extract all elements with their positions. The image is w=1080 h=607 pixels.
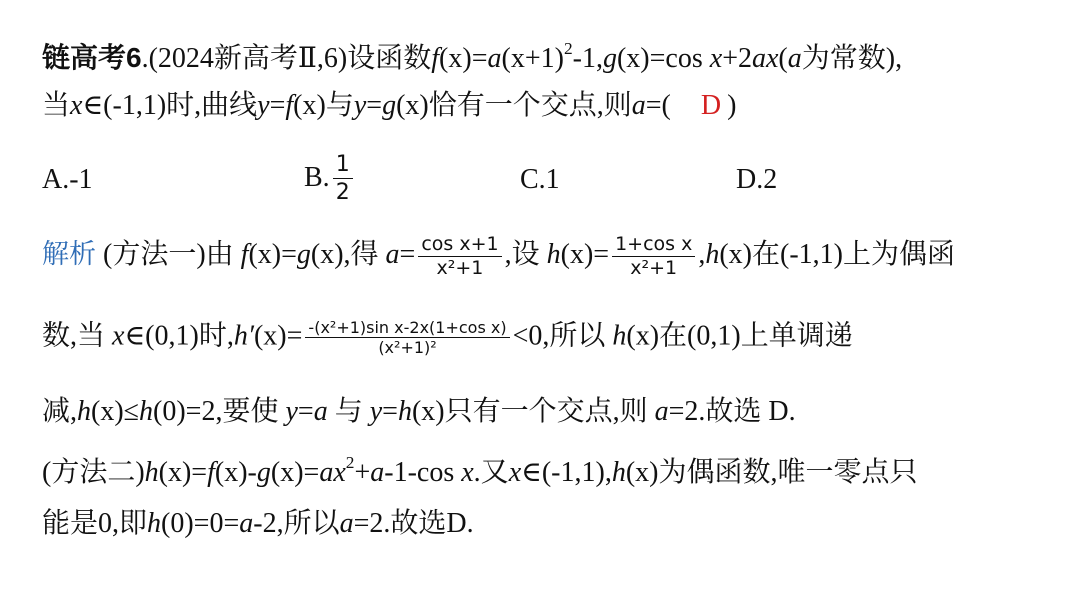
solution-line-3: 减,h(x)≤h(0)=2,要使 y=a 与 y=h(x)只有一个交点,则 a=2.故选 D. bbox=[42, 396, 796, 427]
question-label: 链高考6 bbox=[42, 42, 142, 73]
fraction-h-definition: $\frac{\text{1+cos x}}{\text{x²+1}}$ bbox=[612, 233, 695, 281]
solution-tag: 解析 bbox=[42, 239, 96, 271]
solution-line-2: 数,当 x∈(0,1)时,h′(x)= $\frac{\text{-(x²+1)sin x-2x(1+cos x)}}{\text{(x²+1)²}}$ <0,所以 h(x)在(0,1)上单调递 bbox=[42, 318, 853, 358]
solution-line-4: (方法二)$h(x)=f(x)-g(x)=ax^2+a-1-\cos$ x.又x∈(-1,1),h(x)为偶函数,唯一零点只 bbox=[42, 452, 918, 488]
options-row bbox=[42, 152, 1042, 214]
option-d: D.2 bbox=[736, 164, 778, 195]
question-line-1: 链高考6.(2024新高考Ⅱ,6)设函数$f(x)=a(x+1)^2-1,g(x)=\cos$ x+2ax(a为常数), bbox=[42, 38, 903, 74]
fraction-derivative: $\frac{\text{-(x²+1)sin x-2x(1+cos x)}}{\text{(x²+1)²}}$ bbox=[305, 318, 509, 358]
option-b-fraction: $\frac{1}{2}$ bbox=[333, 152, 353, 207]
option-c: C.1 bbox=[520, 164, 560, 195]
solution-line-5: 能是0,即h(0)=0=a-2,所以a=2.故选D. bbox=[42, 508, 474, 539]
option-a: A.-1 bbox=[42, 164, 93, 195]
option-b: B. $\frac{1}{2}$ bbox=[304, 152, 356, 207]
fraction-cos-over-x2: $\frac{\text{cos x+1}}{\text{x²+1}}$ bbox=[418, 233, 501, 281]
answer-letter: D bbox=[700, 90, 722, 121]
question-line-2: 当x∈(-1,1)时,曲线y=f(x)与y=g(x)恰有一个交点,则a=( D ) bbox=[42, 90, 737, 121]
solution-line-1: 解析 (方法一)由 f(x)=g(x),得 a= $\frac{\text{cos x+1}}{\text{x²+1}}$ ,设 h(x)= $\frac{\text{1+cos x}}{\text{x²+1}}$ ,h(x)在(-1,1)上为偶函 bbox=[42, 233, 955, 279]
